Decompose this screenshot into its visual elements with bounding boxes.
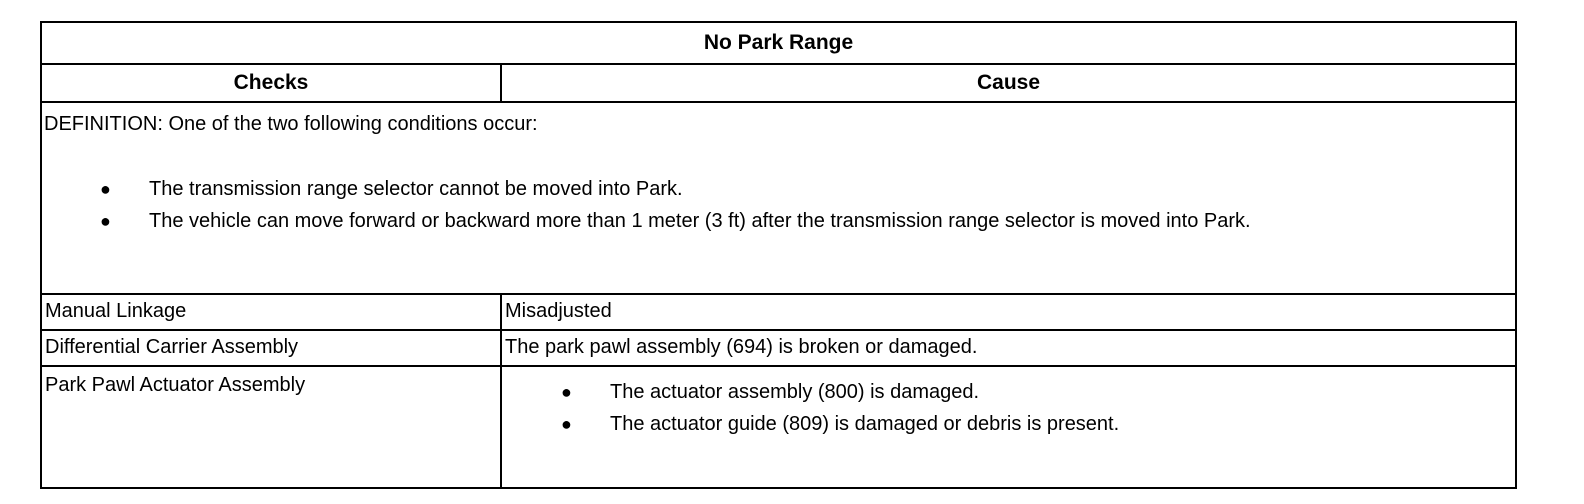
check-cell: Manual Linkage [41, 294, 501, 330]
bullet-icon: ● [561, 414, 572, 434]
check-cell: Park Pawl Actuator Assembly [41, 366, 501, 488]
column-header-cause: Cause [501, 64, 1516, 102]
cause-cell: Misadjusted [501, 294, 1516, 330]
cause-cell [501, 366, 1516, 488]
column-header-checks: Checks [41, 64, 501, 102]
title-row [41, 22, 1516, 64]
cause-list [505, 376, 1515, 440]
cause-item-text: The actuator assembly (800) is damaged. [610, 381, 980, 403]
definition-item-text: The vehicle can move forward or backward more than 1 meter (3 ft) after the transmission range selector is moved into Park. [149, 210, 1251, 232]
definition-cell [41, 102, 1516, 294]
check-cell: Differential Carrier Assembly [41, 330, 501, 366]
table-title: No Park Range [41, 22, 1516, 64]
bullet-icon: ● [100, 179, 111, 199]
list-item [505, 408, 1515, 440]
table-row [41, 294, 1516, 330]
list-item [44, 205, 1515, 237]
cause-item-text: The actuator guide (809) is damaged or debris is present. [610, 413, 1120, 435]
definition-row [41, 102, 1516, 294]
bullet-icon: ● [100, 211, 111, 231]
diagnostic-table [40, 21, 1517, 489]
definition-text: DEFINITION: One of the two following conditions occur: [44, 113, 538, 135]
bullet-icon: ● [561, 382, 572, 402]
cause-cell: The park pawl assembly (694) is broken or damaged. [501, 330, 1516, 366]
header-row [41, 64, 1516, 102]
definition-item-text: The transmission range selector cannot be moved into Park. [149, 178, 683, 200]
definition-list [44, 173, 1515, 237]
list-item [44, 173, 1515, 205]
list-item [505, 376, 1515, 408]
table-row [41, 330, 1516, 366]
table-row [41, 366, 1516, 488]
